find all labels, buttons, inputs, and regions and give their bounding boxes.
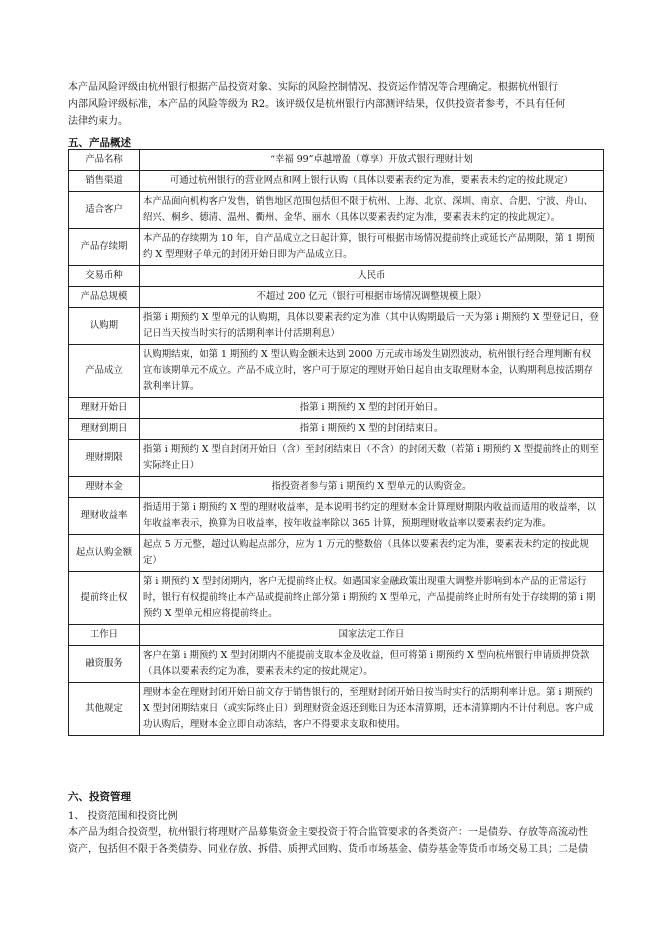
table-row [69, 192, 604, 229]
row-label: 认购期 [69, 308, 140, 345]
row-value: “幸福 99”卓越增盈（尊享）开放式银行理财计划 [140, 150, 604, 171]
row-value: 指第 i 期预约 X 型的封闭结束日。 [140, 419, 604, 440]
row-label: 融资服务 [69, 646, 140, 683]
row-label: 起点认购金额 [69, 535, 140, 572]
table-row [69, 171, 604, 192]
row-value: 指第 i 期预约 X 型单元的认购期，具体以要素表约定为准（其中认购期最后一天为第 i 期预约 X 型登记日，登记日当天按当时实行的活期利率计付活期利息） [140, 308, 604, 345]
row-label: 产品存续期 [69, 229, 140, 266]
row-value: 不超过 200 亿元（银行可根据市场情况调整规模上限） [140, 287, 604, 308]
table-row [69, 498, 604, 535]
row-label: 适合客户 [69, 192, 140, 229]
section-5-heading: 五、产品概述 [68, 137, 131, 149]
row-value: 本产品面向机构客户发售，销售地区范围包括但不限于杭州、上海、北京、深圳、南京、合肥、宁波、舟山、绍兴、桐乡、德清、温州、衢州、金华、丽水（具体以要素表约定为准，要素表未约定的按此规定）。 [140, 192, 604, 229]
table-row [69, 287, 604, 308]
row-label: 销售渠道 [69, 171, 140, 192]
row-label: 产品名称 [69, 150, 140, 171]
row-value: 认购期结束，如第 1 期预约 X 型认购金额未达到 2000 万元或市场发生剧烈波动，杭州银行经合理判断有权宣布该期单元不成立。产品不成立时，客户可于原定的理财开始日起自由支取理财本金，认购期利息按活期存款利率计算。 [140, 345, 604, 398]
table-row [69, 646, 604, 683]
table-row [69, 345, 604, 398]
row-value: 指投资者参与第 i 期预约 X 型单元的认购资金。 [140, 477, 604, 498]
product-overview-table [68, 149, 604, 736]
row-label: 理财本金 [69, 477, 140, 498]
table-row [69, 308, 604, 345]
table-row [69, 150, 604, 171]
row-label: 产品总规模 [69, 287, 140, 308]
intro-line: 法律约束力。 [68, 116, 128, 127]
row-label: 理财开始日 [69, 398, 140, 419]
row-label: 理财收益率 [69, 498, 140, 535]
row-value: 客户在第 i 期预约 X 型封闭期内不能提前支取本金及收益，但可将第 i 期预约 X 型向杭州银行申请质押贷款（具体以要素表约定为准，要素表未约定的按此规定）。 [140, 646, 604, 683]
table-row [69, 419, 604, 440]
risk-rating-paragraph [68, 79, 588, 130]
row-label: 产品成立 [69, 345, 140, 398]
row-value: 指适用于第 i 期预约 X 型的理财收益率，是本说明书约定的理财本金计算理财期限内收益而适用的收益率，以年收益率表示，换算为日收益率，按年收益率除以 365 计算，预期理财收益率以要素表约定为准。 [140, 498, 604, 535]
row-value: 第 i 期预约 X 型封闭期内，客户无提前终止权。如遇国家金融政策出现重大调整并影响到本产品的正常运行时，银行有权提前终止本产品或提前终止部分第 i 期预约 X 型单元，产品提前终止时所有处于存续期的第 i 期预约 X 型单元相应将提前终止。 [140, 572, 604, 625]
row-label: 提前终止权 [69, 572, 140, 625]
paragraph-line: 资产，包括但不限于各类债券、同业存放、拆借、质押式回购、货币市场基金、债券基金等货币市场交易工具；二是债 [68, 844, 588, 855]
table-row [69, 398, 604, 419]
table-row [69, 625, 604, 646]
table-row [69, 572, 604, 625]
table-row [69, 266, 604, 287]
row-value: 国家法定工作日 [140, 625, 604, 646]
row-value: 起点 5 万元整，超过认购起点部分，应为 1 万元的整数倍（具体以要素表约定为准，要素表未约定的按此规定） [140, 535, 604, 572]
row-value: 可通过杭州银行的营业网点和网上银行认购（具体以要素表约定为准，要素表未约定的按此规定） [140, 171, 604, 192]
table-row [69, 535, 604, 572]
intro-line: 内部风险评级标准，本产品的风险等级为 R2。该评级仅是杭州银行内部测评结果，仅供投资者参考，不具有任何 [68, 99, 566, 110]
row-label: 工作日 [69, 625, 140, 646]
table-row [69, 229, 604, 266]
row-label: 理财期限 [69, 440, 140, 477]
row-value: 本产品的存续期为 10 年，自产品成立之日起计算，银行可根据市场情况提前终止或延长产品期限，第 1 期预约 X 型理财子单元的封闭开始日即为产品成立日。 [140, 229, 604, 266]
section-6-heading: 六、投资管理 [68, 791, 131, 803]
row-value: 指第 i 期预约 X 型的封闭开始日。 [140, 398, 604, 419]
row-value: 理财本金在理财封闭开始日前文存于销售银行的，至理财封闭开始日按当时实行的活期利率计息。第 i 期预约 X 型封闭期结束日（或实际终止日）到理财资金返还到账日为还本清算期，还本清算期内不计付利息。客户成功认购后，理财本金立即自动冻结，客户不得要求支取和使用。 [140, 683, 604, 736]
row-label: 理财到期日 [69, 419, 140, 440]
table-row [69, 683, 604, 736]
table-row [69, 477, 604, 498]
subsection-heading: 1、 投资范围和投资比例 [68, 811, 178, 822]
row-value: 指第 i 期预约 X 型自封闭开始日（含）至封闭结束日（不含）的封闭天数（若第 i 期预约 X 型提前终止的则至实际终止日） [140, 440, 604, 477]
paragraph-line: 本产品为组合投资型，杭州银行将理财产品募集资金主要投资于符合监管要求的各类资产：一是债券、存放等高流动性 [68, 827, 588, 838]
row-label: 交易币种 [69, 266, 140, 287]
investment-paragraph [68, 824, 608, 858]
table-row [69, 440, 604, 477]
row-label: 其他规定 [69, 683, 140, 736]
intro-line: 本产品风险评级由杭州银行根据产品投资对象、实际的风险控制情况、投资运作情况等合理确定。根据杭州银行 [68, 82, 558, 93]
row-value: 人民币 [140, 266, 604, 287]
